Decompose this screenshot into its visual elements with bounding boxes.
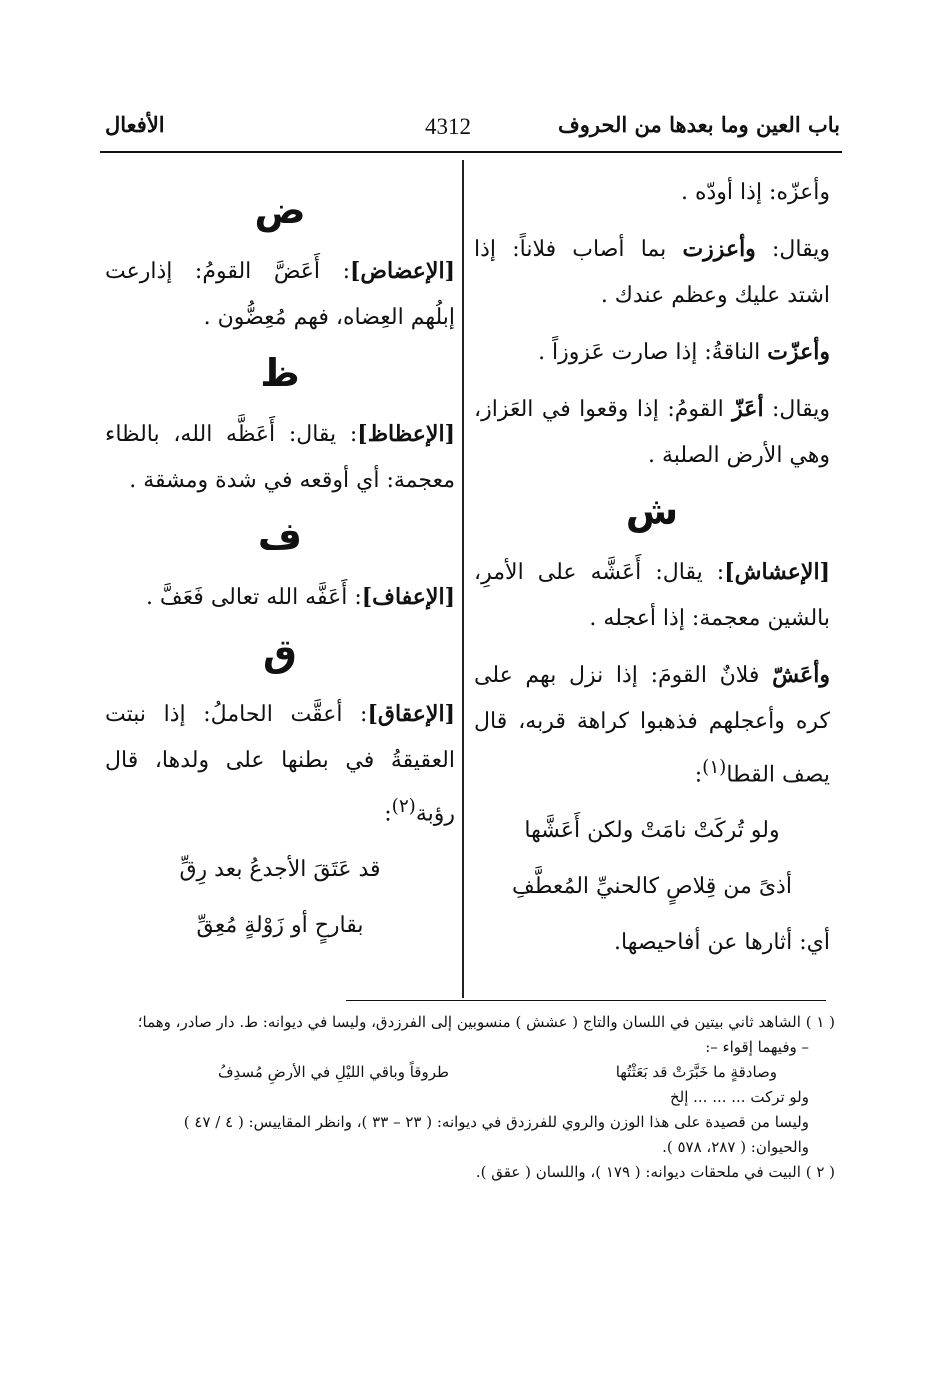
entry-paragraph: وأعَشّ فلانٌ القومَ: إذا نزل بهم على كره وأعجلهم فذهبوا كراهة قربه، قال يصف القطا$^{(١)}$: <box>474 662 830 788</box>
headword: [الإعضاض] <box>350 258 455 284</box>
footnote-line: ( ٢ ) البيت في ملحقات ديوانه: ( ١٧٩ )، واللسان ( عقق ). <box>475 1163 835 1181</box>
section-letter-fa: ف <box>257 514 303 558</box>
section-letter-dad: ض <box>254 188 306 232</box>
entry-paragraph: [الإعقاق]: أعقَّت الحاملُ: إذا نبتت العقيقةُ في بطنها على ولدها، قال رؤبة$^{(٢)}$: <box>105 701 455 827</box>
entry-paragraph: ويقال: وأعززت بما أصاب فلاناً: إذا اشتد عليك وعظم عندك . <box>474 236 830 308</box>
left-column <box>105 182 455 959</box>
footnote-verse <box>100 1060 835 1085</box>
poem-verse: أذىً من قِلاصٍ كالحنيِّ المُعطَّفِ <box>512 874 792 900</box>
header-rule <box>100 151 842 153</box>
headword: وأعززت <box>682 236 756 262</box>
footnote-line: وليسا من قصيدة على هذا الوزن والروي للفرزدق في ديوانه: ( ٢٣ – ٣٣ )، وانظر المقاييس: ( ٤ / ٤٧ ) <box>183 1113 809 1131</box>
headword: [الإعقاق] <box>367 701 455 727</box>
headword: وأعَشّ <box>772 662 830 688</box>
entry-paragraph: وأعزّه: إذا أودّه . <box>681 180 830 205</box>
page-number: 4312 <box>425 114 471 139</box>
entry-paragraph: [الإعضاض]: أَعَضَّ القومُ: إذارعت إبلُهم العِضاه، فهم مُعِضُّون . <box>105 258 455 330</box>
footnote-ref: (١) <box>702 757 727 778</box>
section-title: الأفعال <box>105 112 165 137</box>
footnote-ref: (٢) <box>391 796 416 817</box>
verse-hemistich: وصادقةٍ ما خَبَّرَتْ قد بَعَثْتُها <box>615 1063 777 1081</box>
verse-hemistich: طروقاً وباقي الليْلِ في الأرضِ مُسدِفُ <box>218 1063 449 1081</box>
entry-paragraph: ويقال: أعَزّ القومُ: إذا وقعوا في العَزاز، وهي الأرض الصلبة . <box>474 396 830 468</box>
poem-verse: قد عَتَقَ الأجدعُ بعد رِقِّ <box>179 857 381 883</box>
entry-paragraph: [الإعظاظ]: يقال: أَعَظَّه الله، بالظاء معجمة: أي أوقعه في شدة ومشقة . <box>105 421 455 493</box>
entry-paragraph: [الإعشاش]: يقال: أَعَشَّه على الأمرِ، بالشين معجمة: إذا أعجله . <box>474 559 830 631</box>
footnotes <box>100 1010 835 1185</box>
page-header <box>105 112 840 152</box>
headword: [الإعظاظ] <box>357 421 455 447</box>
headword: [الإعشاش] <box>724 559 830 585</box>
section-letter-shin: ش <box>625 489 679 533</box>
footnote-line: والحيوان: ( ٢٨٧، ٥٧٨ ). <box>662 1138 809 1156</box>
footnote-rule <box>346 1000 826 1001</box>
entry-paragraph: وأعزّت الناقةُ: إذا صارت عَزوزاً . <box>538 339 830 365</box>
headword: [الإعفاف] <box>361 584 455 610</box>
poem-verse: ولو تُركَتْ نامَتْ ولكن أَعَشَّها <box>524 818 780 844</box>
footnote-line: ( ١ ) الشاهد ثاني بيتين في اللسان والتاج ( عشش ) منسوبين إلى الفرزدق، وليسا في ديوانه: ط. دار صادر، وهما؛ <box>137 1013 835 1031</box>
footnote-line: ولو تركت ... ... ... إلخ <box>669 1088 809 1106</box>
poem-verse: بقارحٍ أو زَوْلةٍ مُعِقِّ <box>196 913 364 939</box>
headword: وأعزّت <box>767 339 830 365</box>
section-letter-qaf: ق <box>263 631 297 675</box>
footnote-line: – وفيهما إقواء –: <box>705 1038 809 1056</box>
entry-paragraph: [الإعفاف]: أَعَفَّه الله تعالى فَعَفَّ . <box>145 584 455 610</box>
column-divider <box>462 160 464 998</box>
headword: أعَزّ <box>732 396 764 422</box>
right-column <box>474 170 830 976</box>
chapter-title: باب العين وما بعدها من الحروف <box>557 112 840 137</box>
section-letter-za: ظ <box>260 351 300 395</box>
entry-paragraph: أي: أثارها عن أفاحيصها. <box>614 930 830 956</box>
